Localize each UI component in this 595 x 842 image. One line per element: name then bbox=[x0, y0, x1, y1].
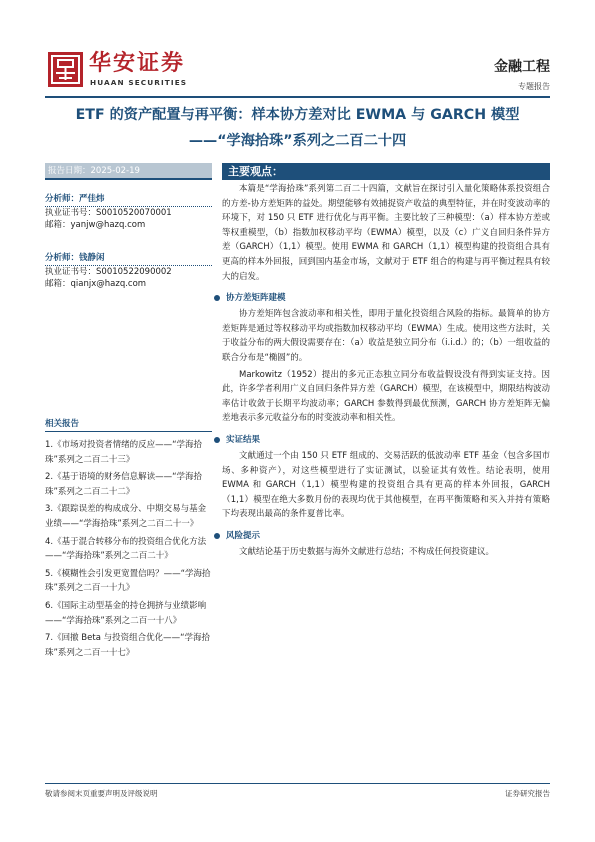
report-date-label: 报告日期： bbox=[48, 166, 91, 176]
cert-number: S0010522090002 bbox=[96, 267, 172, 277]
related-reports-divider bbox=[45, 431, 212, 432]
related-report-link[interactable]: 4.《基于混合转移分布的投资组合优化方法——“学海拾珠”系列之二百二十》 bbox=[45, 536, 207, 562]
section-empirical-results bbox=[222, 433, 550, 522]
section-covariance-modeling bbox=[222, 291, 550, 426]
analyst-role: 分析师： bbox=[45, 194, 80, 204]
bullet-icon bbox=[214, 295, 220, 301]
email-label: 邮箱： bbox=[45, 220, 71, 230]
main-content bbox=[222, 163, 550, 559]
analyst-block bbox=[45, 251, 212, 290]
analyst-name: 严佳炜 bbox=[79, 194, 105, 204]
main-views-header bbox=[222, 163, 550, 180]
email-label: 邮箱： bbox=[45, 279, 71, 289]
section-heading-text: 风险提示 bbox=[226, 530, 261, 541]
analyst-name: 钱静闲 bbox=[79, 253, 105, 263]
analyst-block bbox=[45, 192, 212, 231]
section-body bbox=[222, 307, 550, 426]
section-paragraph: 文献通过一个由 150 只 ETF 组成的、交易活跃的低波动率 ETF 基金（包含多国市场、多种资产），对这些模型进行了实证测试，以验证其有效性。结论表明，使用 EWMA 和 GARCH（1,1）模型构建的投资组合具有更高的样本外回报，GARCH（1,1）模型在绝大多数月份的表现均优于其他模型，在再平衡策略和买入并持有策略下均表现出最高的条件夏普比率。 bbox=[222, 450, 550, 520]
sidebar bbox=[45, 163, 212, 290]
section-body bbox=[222, 545, 550, 560]
company-logo bbox=[47, 51, 188, 89]
cert-label: 执业证书号： bbox=[45, 208, 97, 218]
footer-divider bbox=[45, 783, 550, 784]
section-heading bbox=[210, 291, 550, 305]
bullet-icon bbox=[214, 437, 220, 443]
related-report-link[interactable]: 1.《市场对投资者情绪的反应——“学海拾珠”系列之二百二十三》 bbox=[45, 440, 203, 465]
section-body bbox=[222, 449, 550, 522]
bullet-icon bbox=[214, 533, 220, 539]
analyst-cert bbox=[45, 266, 212, 278]
email-link[interactable]: qianjx@hazq.com bbox=[70, 279, 147, 289]
cert-label: 执业证书号： bbox=[45, 267, 97, 277]
report-subtitle: ——“学海拾珠”系列之二百二十四 bbox=[188, 133, 407, 149]
section-heading-text: 实证结果 bbox=[226, 434, 261, 445]
analyst-email bbox=[45, 219, 212, 231]
analyst-email bbox=[45, 278, 212, 290]
related-reports bbox=[45, 417, 212, 663]
section-risk-warning bbox=[222, 529, 550, 560]
logo-chinese-name: 华安证券 bbox=[89, 51, 186, 76]
intro-paragraph: 本篇是“学海拾珠”系列第二百二十四篇，文献旨在探讨引入量化策略体系投资组合的方差-协方差矩阵的益处。期望能够有效捕捉资产收益的典型特征，并在时变波动率的环境下，对 150 只 ETF 进行优化与再平衡。主要比较了三种模型：（a）样本协方差或等权重模型，（b）指数加权移动平均（EWMA）模型，以及（c）广义自回归条件异方差（GARCH）（1,1）模型。使用 EWMA 和 GARCH（1,1）模型构建的投资组合具有更高的样本外回报，回到国内基金市场，文献对于 ETF 组合的构建与再平衡过程具有较大的启发。 bbox=[222, 184, 550, 282]
section-heading bbox=[210, 529, 550, 543]
related-reports-list bbox=[45, 438, 212, 660]
main-views-title: 主要观点： bbox=[228, 165, 283, 178]
analyst-role: 分析师： bbox=[45, 253, 80, 263]
report-date-bar bbox=[45, 163, 212, 180]
cert-number: S0010520070001 bbox=[96, 208, 172, 218]
related-report-link[interactable]: 7.《回撤 Beta 与投资组合优化——“学海拾珠”系列之二百一十七》 bbox=[45, 633, 211, 658]
analyst-heading bbox=[45, 251, 212, 263]
related-reports-heading: 相关报告 bbox=[45, 419, 80, 429]
section-heading bbox=[210, 433, 550, 447]
related-report-link[interactable]: 2.《基于语境的财务信息解读——“学海拾珠”系列之二百二十二》 bbox=[45, 472, 203, 497]
section-paragraph: Markowitz（1952）提出的多元正态独立同分布收益假设没有得到实证支持。因此，许多学者利用广义自回归条件异方差（GARCH）模型，在该模型中，期限结构波动率估计收敛于长期平均波动率；GARCH 参数得到最优预测，GARCH 协方差矩阵无偏差地表示多元收益分布的时变波动率和相关性。 bbox=[222, 369, 550, 424]
report-title: ETF 的资产配置与再平衡：样本协方差对比 EWMA 与 GARCH 模型 bbox=[75, 107, 520, 123]
section-paragraph: 协方差矩阵包含波动率和相关性，即用于量化投资组合风险的指标。最简单的协方差矩阵是通过等权移动平均或指数加权移动平均（EWMA）生成。使用这些方法时，关于收益分布的两大假设需要存在：（a）收益是独立同分布（i.i.d.）的；（b）一组收益的联合分布是“椭圆”的。 bbox=[222, 309, 550, 363]
logo-seal-icon bbox=[47, 51, 84, 88]
footer-disclaimer[interactable]: 敬请参阅末页重要声明及评级说明 bbox=[45, 789, 158, 798]
related-report-link[interactable]: 6.《国际主动型基金的持仓拥挤与业绩影响——“学海拾珠”系列之二百一十八》 bbox=[45, 600, 207, 626]
section-paragraph: 文献结论基于历史数据与海外文献进行总结；不构成任何投资建议。 bbox=[239, 546, 495, 557]
header-divider bbox=[45, 96, 550, 98]
related-report-link[interactable]: 3.《跟踪误差的构成成分、中期交易与基金业绩——“学海拾珠”系列之二百二十一》 bbox=[45, 504, 207, 529]
report-subtype: 专题报告 bbox=[518, 82, 550, 91]
footer-report-label: 证券研究报告 bbox=[505, 789, 550, 798]
analyst-cert bbox=[45, 207, 212, 219]
report-type: 金融工程 bbox=[494, 59, 550, 75]
analyst-heading bbox=[45, 192, 212, 204]
related-report-link[interactable]: 5.《模糊性会引发更宽置信吗？——“学海拾珠”系列之二百一十九》 bbox=[45, 568, 211, 594]
email-link[interactable]: yanjw@hazq.com bbox=[70, 220, 146, 230]
logo-english-name: HUAAN SECURITIES bbox=[90, 78, 188, 87]
report-date-value: 2025-02-19 bbox=[90, 166, 140, 176]
section-heading-text: 协方差矩阵建模 bbox=[226, 293, 286, 304]
